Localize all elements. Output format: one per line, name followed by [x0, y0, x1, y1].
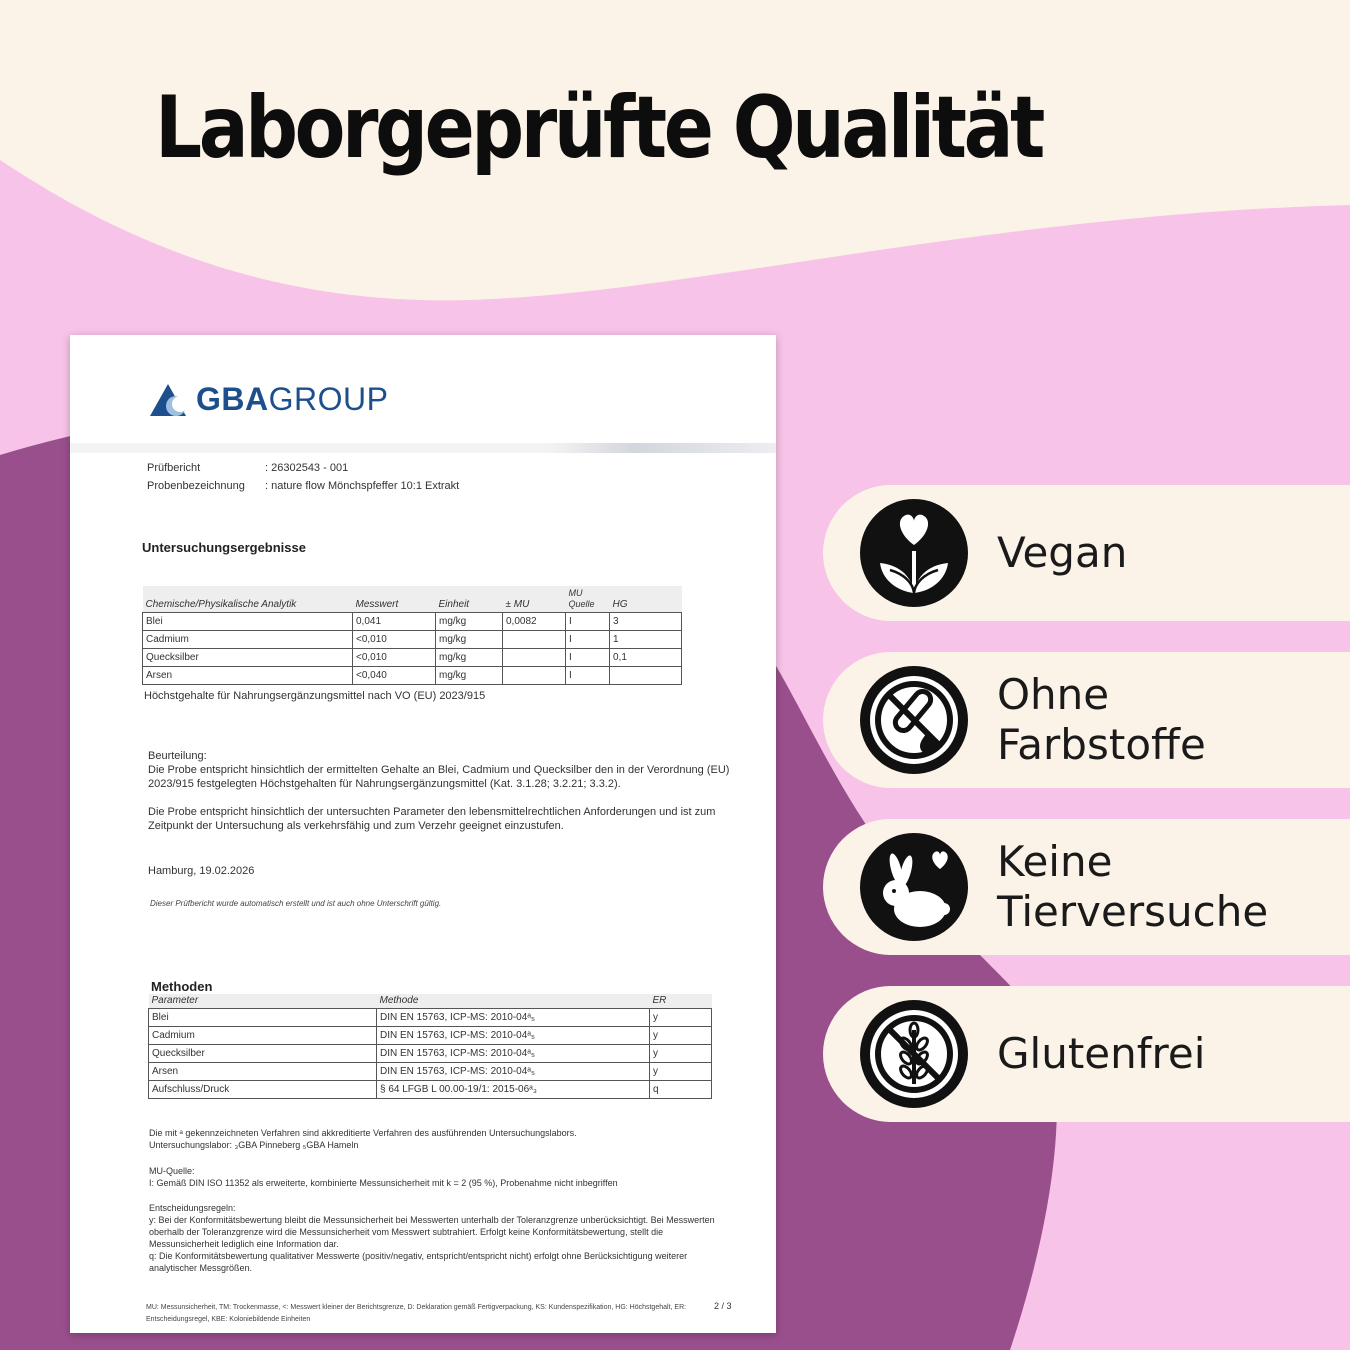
feature-gluten-free	[823, 986, 1350, 1122]
table-row	[149, 1026, 712, 1044]
mu-label: MU-Quelle:	[149, 1166, 195, 1176]
assessment	[148, 749, 738, 847]
table-cell: Blei	[143, 613, 353, 631]
rules-q: q: Die Konformitätsbewertung qualitativer Messwerte (positiv/negativ, entspricht/entspricht nicht) erfolgt ohne Berücksichtigung weiterer analytischer Messgrößen.	[149, 1251, 688, 1273]
legal-abbreviations: MU: Messunsicherheit, TM: Trockenmasse, <: Messwert kleiner der Berichtsgrenze, D: Deklaration gemäß Fertigverpackung, KS: Kundenspezifikation, HG: Höchstgehalt, ER: Entscheidungsregel, KBE: Koloniebildende Einheiten	[146, 1304, 687, 1323]
table-cell: mg/kg	[436, 631, 503, 649]
table-cell: Arsen	[143, 667, 353, 685]
table-cell: DIN EN 15763, ICP-MS: 2010-04ᵃ₅	[377, 1008, 650, 1026]
table-cell: Arsen	[149, 1062, 377, 1080]
results-header: Einheit	[436, 586, 503, 613]
place-date: Hamburg, 19.02.2026	[148, 865, 255, 877]
gluten-free-wheat-icon	[860, 1000, 968, 1108]
feature-label: Glutenfrei	[997, 1029, 1206, 1078]
meta-key: Probenbezeichnung	[147, 480, 245, 492]
table-cell: I	[566, 613, 610, 631]
table-cell: DIN EN 15763, ICP-MS: 2010-04ᵃ₅	[377, 1026, 650, 1044]
table-cell: Aufschluss/Druck	[149, 1080, 377, 1098]
table-cell: DIN EN 15763, ICP-MS: 2010-04ᵃ₅	[377, 1044, 650, 1062]
page-number: 2 / 3	[714, 1301, 732, 1311]
table-cell: DIN EN 15763, ICP-MS: 2010-04ᵃ₅	[377, 1062, 650, 1080]
rules-y: y: Bei der Konformitätsbewertung bleibt die Messunsicherheit bei Messwerten unterhalb der Toleranzgrenze unberücksichtigt. Bei Messwerten oberhalb der Toleranzgrenze wird die Messunsicherheit vom Messwert subtrahiert. Erfolgt keine Konformitätsbewertung, stellt die Messunsicherheit lediglich eine Information dar.	[149, 1215, 715, 1249]
table-cell: mg/kg	[436, 613, 503, 631]
table-cell: 0,041	[353, 613, 436, 631]
feature-cruelty-free	[823, 819, 1350, 955]
gba-logo	[148, 381, 388, 418]
meta-value: : 26302543 - 001	[265, 462, 349, 474]
feature-no-colorants	[823, 652, 1350, 788]
vegan-heart-leaves-icon	[860, 499, 968, 607]
table-cell: mg/kg	[436, 667, 503, 685]
table-cell: <0,010	[353, 649, 436, 667]
results-title: Untersuchungsergebnisse	[142, 540, 306, 555]
assessment-label: Beurteilung:	[148, 750, 207, 762]
table-cell: 1	[610, 631, 682, 649]
table-cell: I	[566, 667, 610, 685]
table-cell: mg/kg	[436, 649, 503, 667]
results-header-row	[143, 586, 682, 613]
feature-vegan	[823, 485, 1350, 621]
results-note: Höchstgehalte für Nahrungsergänzungsmittel nach VO (EU) 2023/915	[144, 690, 486, 702]
table-cell: 3	[610, 613, 682, 631]
methods-table	[148, 994, 712, 1099]
mu-text: I: Gemäß DIN ISO 11352 als erweiterte, kombinierte Messunsicherheit mit k = 2 (95 %), Probenahme nicht inbegriffen	[149, 1178, 618, 1188]
table-row	[149, 1008, 712, 1026]
methods-header: Methode	[377, 994, 650, 1008]
results-header: Messwert	[353, 586, 436, 613]
table-row	[143, 613, 682, 631]
table-cell: Blei	[149, 1008, 377, 1026]
table-cell: q	[650, 1080, 712, 1098]
table-row	[149, 1062, 712, 1080]
feature-label: Vegan	[997, 528, 1128, 577]
meta-key: Prüfbericht	[147, 462, 201, 474]
feature-label: Ohne Farbstoffe	[997, 670, 1206, 769]
meta-value: : nature flow Mönchspfeffer 10:1 Extrakt	[265, 480, 460, 492]
decision-rules	[149, 1202, 729, 1274]
methods-header: ER	[650, 994, 712, 1008]
methods-header-row	[149, 994, 712, 1008]
table-cell: y	[650, 1026, 712, 1044]
logo-group-text: GROUP	[268, 381, 389, 417]
results-table	[142, 586, 682, 685]
table-cell	[503, 667, 566, 685]
table-cell: y	[650, 1044, 712, 1062]
footnote-text: Die mit ᵃ gekennzeichneten Verfahren sind akkreditierte Verfahren des ausführenden Untersuchungslabors.	[149, 1128, 577, 1138]
feature-label: Keine Tierversuche	[997, 837, 1269, 936]
table-row	[143, 667, 682, 685]
results-header: Chemische/Physikalische Analytik	[143, 586, 353, 613]
table-cell: <0,010	[353, 631, 436, 649]
headline: Laborgeprüfte Qualität	[155, 78, 1042, 178]
no-colorants-icon	[860, 666, 968, 774]
footnote-labs: Untersuchungslabor: ₃GBA Pinneberg ₅GBA Hameln	[149, 1140, 359, 1150]
table-cell: Quecksilber	[143, 649, 353, 667]
table-cell: <0,040	[353, 667, 436, 685]
table-cell: I	[566, 631, 610, 649]
signature-note: Dieser Prüfbericht wurde automatisch erstellt und ist auch ohne Unterschrift gültig.	[150, 899, 442, 908]
table-cell: Cadmium	[149, 1026, 377, 1044]
results-header: MU Quelle	[566, 586, 610, 613]
table-cell: y	[650, 1008, 712, 1026]
table-cell: y	[650, 1062, 712, 1080]
rules-label: Entscheidungsregeln:	[149, 1203, 236, 1213]
results-header: HG	[610, 586, 682, 613]
table-row	[143, 649, 682, 667]
table-cell: 0,1	[610, 649, 682, 667]
lab-report-sheet	[70, 335, 776, 1333]
footnote-accredited	[149, 1127, 749, 1151]
meta-row-report	[147, 459, 459, 477]
assessment-paragraph: Die Probe entspricht hinsichtlich der ermittelten Gehalte an Blei, Cadmium und Quecksilber den in der Verordnung (EU) 2023/915 festgelegten Höchstgehalten für Nahrungsergänzungsmittel (Kat. 3.1.28; 3.2.21; 3.3.2).	[148, 764, 730, 790]
table-cell: 0,0082	[503, 613, 566, 631]
results-header: ± MU	[503, 586, 566, 613]
table-cell	[503, 631, 566, 649]
table-row	[143, 631, 682, 649]
table-row	[149, 1044, 712, 1062]
cruelty-free-rabbit-icon	[860, 833, 968, 941]
table-cell: Quecksilber	[149, 1044, 377, 1062]
assessment-paragraph: Die Probe entspricht hinsichtlich der untersuchten Parameter den lebensmittelrechtlichen Anforderungen und ist zum Zeitpunkt der Untersuchung als verkehrsfähig und zum Verzehr geeignet einzustufen.	[148, 806, 716, 832]
table-row	[149, 1080, 712, 1098]
table-cell: § 64 LFGB L 00.00-19/1: 2015-06ᵃ₃	[377, 1080, 650, 1098]
methods-header: Parameter	[149, 994, 377, 1008]
header-bar	[70, 443, 776, 453]
table-cell: Cadmium	[143, 631, 353, 649]
meta-row-sample	[147, 477, 459, 495]
methods-title: Methoden	[151, 979, 213, 994]
table-cell	[610, 667, 682, 685]
mu-source	[149, 1165, 749, 1189]
table-cell	[503, 649, 566, 667]
gba-triangle-logo-icon	[148, 382, 192, 418]
table-cell: I	[566, 649, 610, 667]
logo-gba-text: GBA	[196, 381, 269, 417]
report-meta	[147, 459, 459, 495]
